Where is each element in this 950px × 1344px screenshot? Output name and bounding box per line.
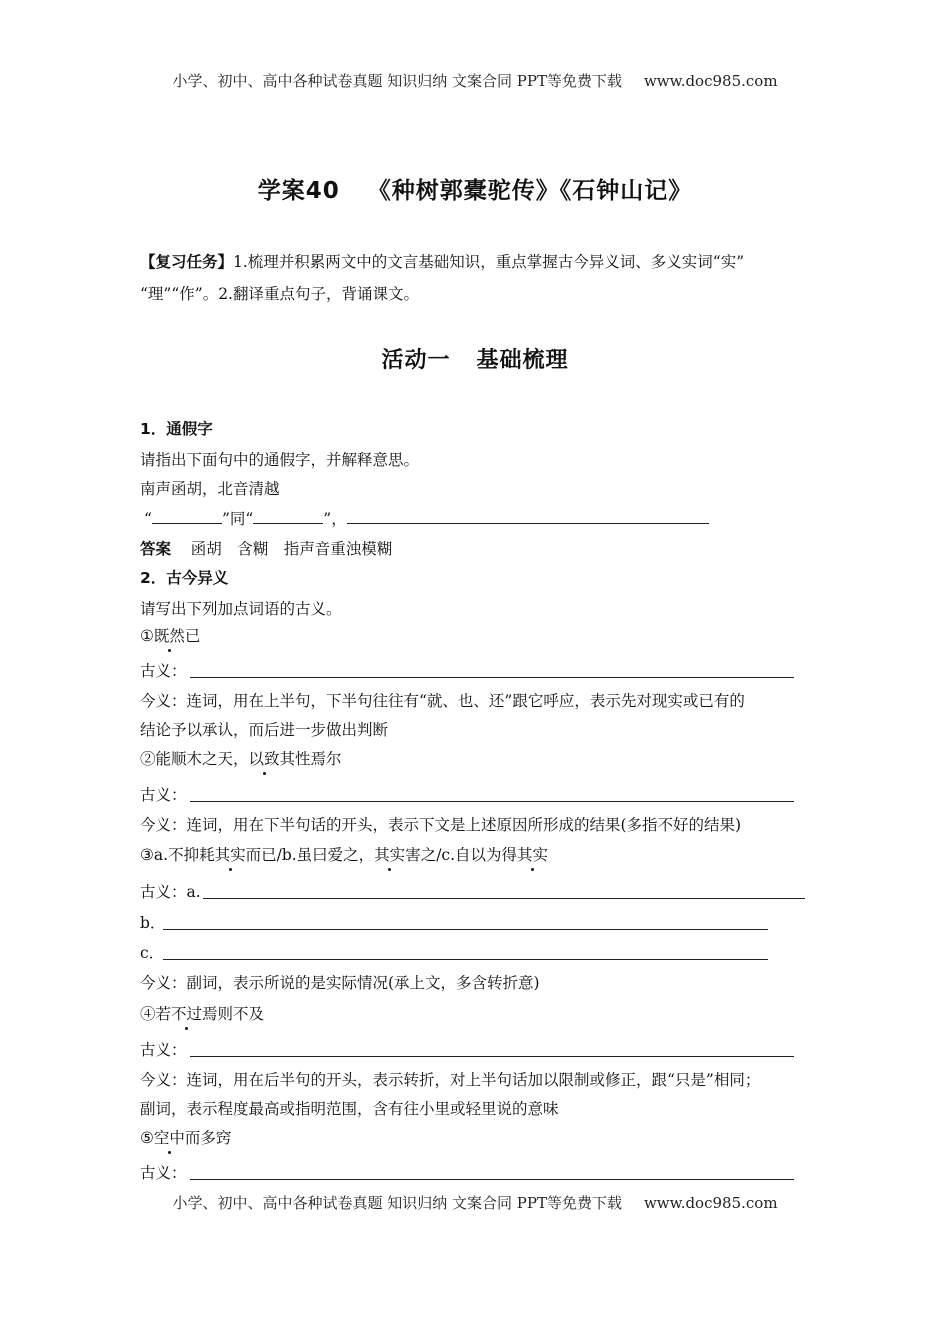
item5-rest: 而多窍 xyxy=(184,1129,232,1147)
footer-text: 小学、初中、高中各种试卷真题 知识归纳 文案合同 PPT等免费下载 xyxy=(172,1194,622,1212)
item5-sentence xyxy=(140,1126,231,1148)
item3-sentence xyxy=(140,843,548,865)
review-text-2: “理”“作”。2.翻译重点句子，背诵课文。 xyxy=(140,285,419,303)
activity-title: 基础梳理 xyxy=(476,348,569,373)
fill-mid-text: ”同“ xyxy=(221,510,254,528)
fill-close-text: ”， xyxy=(323,510,347,528)
item1-sentence xyxy=(140,624,200,646)
item5-gu-label: 古义： xyxy=(140,1164,187,1182)
item4-pre: 若 xyxy=(155,1005,172,1023)
activity-heading xyxy=(0,343,950,374)
item2-jin-line1: 今义：连词，用在下半句话的开头，表示下文是上述原因所形成的结果(多指不好的结果) xyxy=(140,816,742,834)
item3-a-answer-blank[interactable] xyxy=(203,898,805,899)
footer-url[interactable]: www.doc985.com xyxy=(643,1194,778,1212)
answer-text: 函胡 含糊 指声音重浊模糊 xyxy=(190,540,393,558)
item2-gu-label: 古义： xyxy=(140,786,187,804)
item3-c-dotted: 其实 xyxy=(517,843,548,865)
item4-dotted-word: 不过 xyxy=(171,1002,202,1024)
item3-b-dotted: 其实 xyxy=(374,843,405,865)
item4-gu-label: 古义： xyxy=(140,1041,187,1059)
item1-rest: 已 xyxy=(184,627,201,645)
item5-num: ⑤ xyxy=(140,1129,154,1147)
sec1-sentence: 南声函胡，北音清越 xyxy=(140,480,280,498)
item1-num: ① xyxy=(140,627,154,645)
header-url[interactable]: www.doc985.com xyxy=(643,72,778,90)
sec1-prompt: 请指出下面句中的通假字，并解释意思。 xyxy=(140,451,420,469)
item4-rest: 焉则不及 xyxy=(202,1005,265,1023)
header-text: 小学、初中、高中各种试卷真题 知识归纳 文案合同 PPT等免费下载 xyxy=(172,72,622,90)
item4-num: ④ xyxy=(140,1005,156,1023)
blank-meaning[interactable] xyxy=(347,509,709,524)
item1-jin-line1: 今义：连词，用在上半句，下半句往往有“就、也、还”跟它呼应，表示先对现实或已有的 xyxy=(140,692,745,710)
sec1-heading: 1．通假字 xyxy=(140,420,213,438)
item3-a-pre: a.不抑耗 xyxy=(153,846,215,864)
item3-b-answer-blank[interactable] xyxy=(163,929,768,930)
item2-pre: 能顺木之天， xyxy=(155,750,249,768)
item5-dotted-word: 空中 xyxy=(154,1126,185,1148)
item4-jin-line2: 副词，表示程度最高或指明范围，含有往小里或轻里说的意味 xyxy=(140,1100,559,1118)
blank-original[interactable] xyxy=(253,509,323,524)
sec2-prompt: 请写出下列加点词语的古义。 xyxy=(140,600,342,618)
review-text-1: 1.梳理并积累两文中的文言基础知识，重点掌握古今异义词、多义实词“实” xyxy=(233,253,745,271)
answer-label: 答案 xyxy=(140,540,172,558)
item1-jin-line2: 结论予以承认，而后进一步做出判断 xyxy=(140,721,389,739)
item1-gu-label: 古义： xyxy=(140,662,187,680)
quote-open: “ xyxy=(144,510,152,528)
title-lesson: 学案40 xyxy=(257,178,340,204)
activity-number: 活动一 xyxy=(381,348,451,373)
item3-c-answer-blank[interactable] xyxy=(163,959,768,960)
sec1-answer xyxy=(140,537,392,559)
item3-gu-a-label: 古义：a. xyxy=(140,883,201,901)
item3-jin-line1: 今义：副词，表示所说的是实际情况(承上文，多含转折意) xyxy=(140,974,540,992)
page-title xyxy=(0,172,950,205)
item4-sentence xyxy=(140,1002,264,1024)
item2-num: ② xyxy=(140,750,156,768)
page-header xyxy=(0,70,950,91)
item5-answer-blank[interactable] xyxy=(190,1179,794,1180)
item3-c-label: c． xyxy=(140,944,165,962)
item3-a-post: 而已/b.虽曰爱之， xyxy=(245,846,375,864)
blank-variant[interactable] xyxy=(152,509,222,524)
item2-dotted-word: 以致 xyxy=(249,747,280,769)
review-task-line2 xyxy=(140,282,419,304)
item1-answer-blank[interactable] xyxy=(190,677,794,678)
item3-b-post: 害之/c.自以为得 xyxy=(405,846,518,864)
sec1-fill-line xyxy=(144,507,709,529)
item2-answer-blank[interactable] xyxy=(190,801,794,802)
item4-jin-line1: 今义：连词，用在后半句的开头，表示转折，对上半句话加以限制或修正，跟“只是”相同； xyxy=(140,1071,761,1089)
item2-sentence xyxy=(140,747,342,769)
review-label: 【复习任务】 xyxy=(140,253,234,271)
review-task-line1 xyxy=(140,250,744,272)
item4-answer-blank[interactable] xyxy=(190,1056,794,1057)
item3-num: ③ xyxy=(140,846,154,864)
item3-a-dotted: 其实 xyxy=(215,843,246,865)
item2-rest: 其性焉尔 xyxy=(279,750,342,768)
item3-b-label: b． xyxy=(140,914,166,932)
sec2-heading: 2．古今异义 xyxy=(140,569,229,587)
page-footer xyxy=(0,1192,950,1213)
item1-dotted-word: 既然 xyxy=(154,624,185,646)
title-works: 《种树郭橐驼传》《石钟山记》 xyxy=(367,178,693,204)
